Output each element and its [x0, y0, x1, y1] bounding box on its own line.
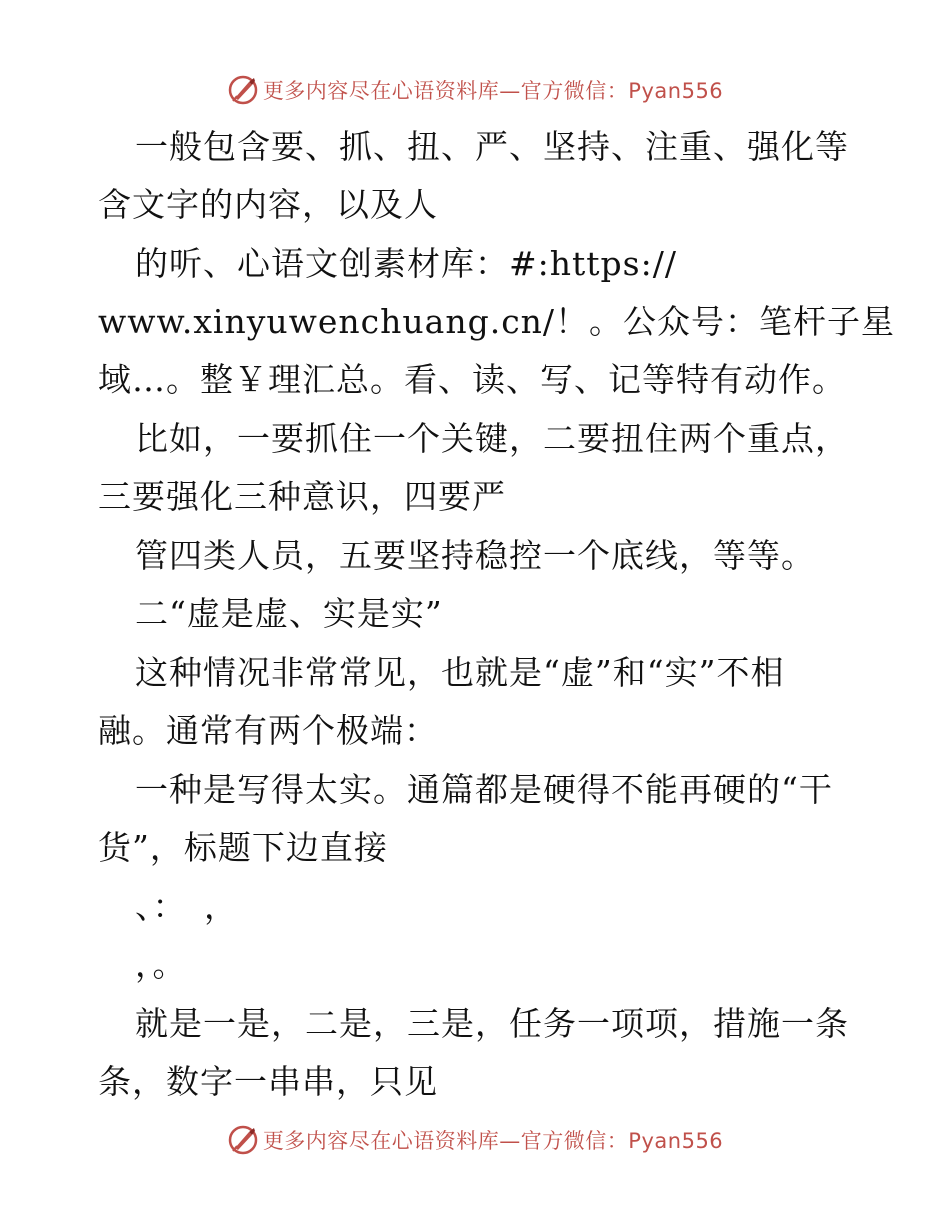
- header-watermark: [0, 70, 950, 110]
- section-heading: 二“虚是虚、实是实”: [135, 594, 443, 633]
- text-line: 货”，标题下边直接: [98, 828, 388, 867]
- quill-pen-logo-icon: [227, 1124, 259, 1156]
- text-line: 就是一是，二是，三是，任务一项项，措施一条: [135, 1004, 849, 1043]
- text-line: 条，数字一串串，只见: [98, 1062, 438, 1101]
- quill-pen-logo-icon: [227, 74, 259, 106]
- text-line: 一般包含要、抓、扭、严、坚持、注重、强化等: [135, 127, 849, 166]
- text-line: ，。: [135, 945, 187, 984]
- text-line: 一种是写得太实。通篇都是硬得不能再硬的“干: [135, 770, 833, 809]
- text-line: 三要强化三种意识，四要严: [98, 477, 506, 516]
- text-line: 管四类人员，五要坚持稳控一个底线，等等。: [135, 536, 815, 575]
- text-line: 域…。整￥理汇总。看、读、写、记等特有动作。: [98, 360, 846, 399]
- text-line: 含文字的内容，以及人: [98, 185, 438, 224]
- text-line: 、： ，: [135, 887, 238, 926]
- text-line: 的听、心语文创素材库：#:https://: [135, 244, 677, 283]
- text-line: 比如，一要抓住一个关键，二要扭住两个重点，: [135, 419, 849, 458]
- text-line: 融。通常有两个极端：: [98, 711, 438, 750]
- watermark-text: 更多内容尽在心语资料库—官方微信：Pyan556: [262, 79, 724, 103]
- watermark-text: 更多内容尽在心语资料库—官方微信：Pyan556: [262, 1129, 724, 1153]
- footer-watermark: [0, 1120, 950, 1160]
- text-line: 这种情况非常常见，也就是“虚”和“实”不相: [135, 653, 785, 692]
- text-line: www.xinyuwenchuang.cn/！。公众号：笔杆子星: [98, 302, 896, 341]
